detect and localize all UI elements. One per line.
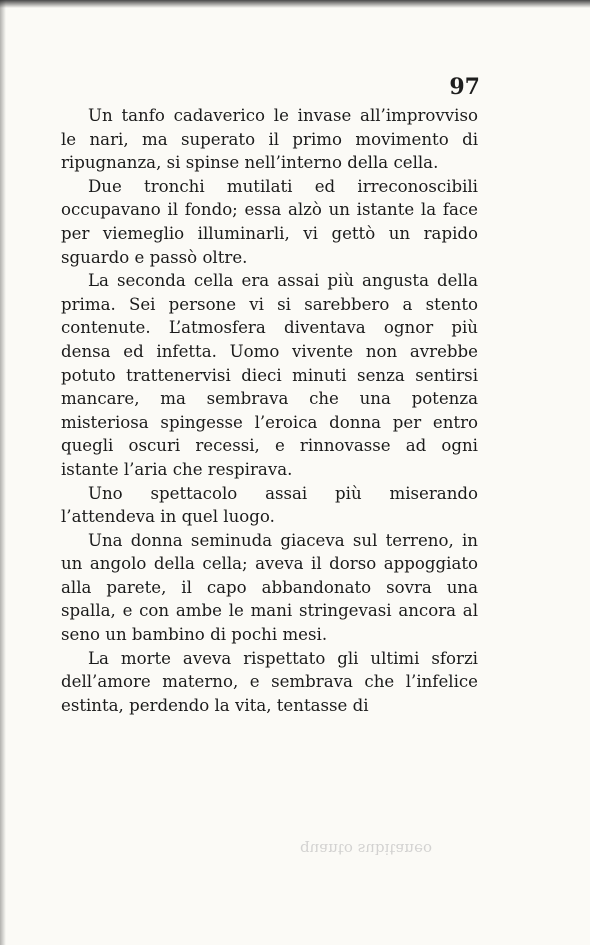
page-number: 97 bbox=[449, 74, 480, 100]
paragraph-5: Una donna seminuda giaceva sul terreno, in un angolo della cella; aveva il dorso appoggiato alla parete, il capo abbandonato sovra una spalla, e con ambe le mani stringevasi ancora al seno un bambino di pochi mesi. bbox=[61, 530, 478, 645]
paragraph-2: Due tronchi mutilati ed irreconoscibili occupavano il fondo; essa alzò un istante la face per viemeglio illuminarli, vi gettò un rapido sguardo e passò oltre. bbox=[61, 176, 478, 267]
paragraph-6: La morte aveva rispettato gli ultimi sforzi dell’amore materno, e sembrava che l’infelice estinta, perdendo la vita, tentasse di bbox=[61, 648, 478, 715]
page-top-edge bbox=[0, 0, 590, 8]
paragraph-4: Uno spettacolo assai più miserando l’attendeva in quel luogo. bbox=[61, 483, 478, 527]
bleed-through-text: quanto subitaneo bbox=[300, 840, 432, 858]
body-text bbox=[61, 104, 478, 717]
page-left-edge bbox=[0, 0, 6, 945]
paragraph-3: La seconda cella era assai più angusta della prima. Sei persone vi si sarebbero a stento contenute. L’atmosfera diventava ognor più densa ed infetta. Uomo vivente non avrebbe potuto trattenervisi dieci minuti senza sentirsi mancare, ma sembrava che una potenza misteriosa spingesse l’eroica donna per entro quegli oscuri recessi, e rinnovasse ad ogni istante l’aria che respirava. bbox=[61, 271, 478, 479]
paragraph-1: Un tanfo cadaverico le invase all’improvviso le nari, ma superato il primo movimento di ripugnanza, si spinse nell’interno della cella. bbox=[61, 106, 478, 173]
